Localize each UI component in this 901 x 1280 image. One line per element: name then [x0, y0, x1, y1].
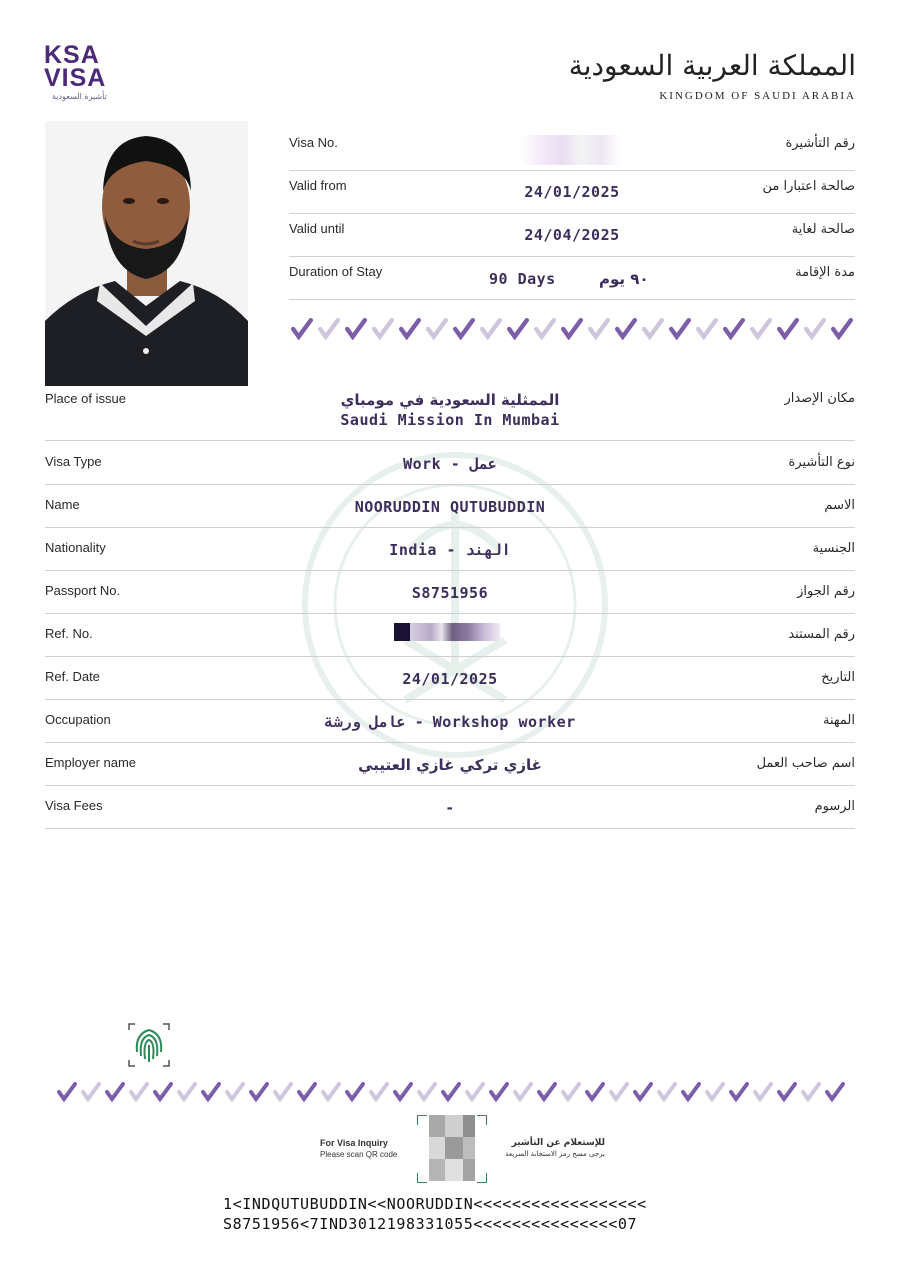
- visa-fees-label-ar: الرسوم: [814, 799, 855, 814]
- checkmark-icon: [465, 1082, 485, 1102]
- visa-inquiry-en: [320, 1138, 397, 1160]
- checkmark-icon: [657, 1082, 677, 1102]
- kingdom-emblem-text: [569, 46, 856, 102]
- checkmark-icon: [321, 1082, 341, 1102]
- passport-value: S8751956: [411, 584, 489, 602]
- valid-until-label: Valid until: [289, 221, 345, 236]
- checkmark-icon: [201, 1082, 221, 1102]
- checkmark-icon: [249, 1082, 269, 1102]
- checkmark-icon: [177, 1082, 197, 1102]
- fingerprint-icon: [127, 1022, 171, 1068]
- passport-label: Passport No.: [45, 583, 121, 598]
- checkmark-icon: [615, 318, 637, 340]
- checkmark-icon: [507, 318, 529, 340]
- occupation-label-ar: المهنة: [823, 713, 855, 728]
- checkmark-icon: [633, 1082, 653, 1102]
- visa-inquiry-subtitle-ar: يرجى مسح رمز الاستجابة السريعة: [505, 1150, 605, 1158]
- checkmark-icon: [801, 1082, 821, 1102]
- ref-date-row: [45, 656, 855, 700]
- checkmark-icon: [753, 1082, 773, 1102]
- checkmark-icon: [129, 1082, 149, 1102]
- checkmark-icon: [561, 318, 583, 340]
- visa-inquiry-title-ar: للإستعلام عن التأشير: [511, 1138, 605, 1148]
- checkmark-icon: [723, 318, 745, 340]
- ref-date-value: 24/01/2025: [402, 670, 498, 688]
- checkmark-icon: [480, 318, 502, 340]
- name-row: [45, 484, 855, 528]
- ksa-visa-logo: [44, 41, 134, 101]
- valid-from-value: 24/01/2025: [524, 183, 620, 201]
- checkmark-icon: [273, 1082, 293, 1102]
- checkmark-icon: [57, 1082, 77, 1102]
- duration-value-ar: ٩٠ يوم: [599, 270, 649, 288]
- qr-code[interactable]: [417, 1115, 487, 1183]
- duration-row: [289, 256, 855, 300]
- name-label-ar: الاسم: [824, 498, 855, 513]
- checkmark-icon: [831, 318, 853, 340]
- ref-date-label-ar: التاريخ: [821, 670, 855, 685]
- mrz-line-1: 1<INDQUTUBUDDIN<<NOORUDDIN<<<<<<<<<<<<<<<<<<: [223, 1195, 647, 1213]
- ref-number-label-ar: رقم المستند: [788, 627, 855, 642]
- name-label: Name: [45, 497, 80, 512]
- checkmark-icon: [153, 1082, 173, 1102]
- logo-line2: VISA: [44, 64, 107, 92]
- checkmark-icon: [417, 1082, 437, 1102]
- duration-value-en: 90 Days: [489, 270, 556, 288]
- valid-until-row: [289, 213, 855, 257]
- checkmark-icon: [825, 1082, 845, 1102]
- nationality-row: [45, 527, 855, 571]
- logo-tagline: تأشيرة السعودية: [52, 92, 107, 101]
- checkmark-icon: [696, 318, 718, 340]
- ref-date-label: Ref. Date: [45, 669, 100, 684]
- checkmark-icon: [777, 318, 799, 340]
- checkmark-icon: [537, 1082, 557, 1102]
- duration-label: Duration of Stay: [289, 264, 383, 279]
- place-of-issue-row: [45, 391, 855, 441]
- employer-value: غازي تركي غازي العتيبي: [358, 756, 542, 774]
- nationality-label: Nationality: [45, 540, 106, 555]
- checkmark-icon: [105, 1082, 125, 1102]
- place-of-issue-label: Place of issue: [45, 391, 126, 406]
- nationality-value: India - الهند: [389, 541, 511, 559]
- checkmark-icon: [561, 1082, 581, 1102]
- visa-type-label: Visa Type: [45, 454, 102, 469]
- checkmark-strip-bottom: [57, 1082, 845, 1106]
- checkmark-icon: [681, 1082, 701, 1102]
- checkmark-icon: [393, 1082, 413, 1102]
- ref-number-label: Ref. No.: [45, 626, 93, 641]
- checkmark-icon: [369, 1082, 389, 1102]
- visa-inquiry-title: For Visa Inquiry: [320, 1138, 388, 1148]
- checkmark-icon: [81, 1082, 101, 1102]
- kingdom-name-english: KINGDOM OF SAUDI ARABIA: [659, 90, 856, 102]
- visa-number-label: Visa No.: [289, 135, 338, 150]
- visa-number-label-ar: رقم التأشيرة: [785, 136, 855, 151]
- checkmark-icon: [642, 318, 664, 340]
- kingdom-name-arabic: المملكة العربية السعودية: [568, 49, 856, 82]
- checkmark-icon: [729, 1082, 749, 1102]
- employer-row: [45, 742, 855, 786]
- occupation-label: Occupation: [45, 712, 111, 727]
- checkmark-icon: [297, 1082, 317, 1102]
- valid-from-row: [289, 170, 855, 214]
- visa-number-row: [289, 127, 855, 171]
- checkmark-icon: [534, 318, 556, 340]
- ref-number-row: [45, 613, 855, 657]
- visa-inquiry-ar: [493, 1138, 605, 1160]
- visa-type-value: Work - عمل: [403, 455, 497, 473]
- checkmark-icon: [345, 1082, 365, 1102]
- checkmark-strip-top: [291, 318, 853, 344]
- checkmark-icon: [750, 318, 772, 340]
- visa-number-redaction: [521, 135, 621, 165]
- place-of-issue-value-en: Saudi Mission In Mumbai: [340, 411, 560, 429]
- checkmark-icon: [453, 318, 475, 340]
- employer-label: Employer name: [45, 755, 137, 770]
- visa-type-label-ar: نوع التأشيرة: [788, 455, 855, 470]
- employer-label-ar: اسم صاحب العمل: [756, 756, 855, 771]
- logo-line1: KSA: [44, 41, 100, 69]
- place-of-issue-label-ar: مكان الإصدار: [784, 391, 855, 406]
- occupation-value: عامل ورشة - Workshop worker: [324, 713, 576, 731]
- checkmark-icon: [804, 318, 826, 340]
- checkmark-icon: [609, 1082, 629, 1102]
- nationality-label-ar: الجنسية: [812, 541, 855, 556]
- checkmark-icon: [225, 1082, 245, 1102]
- valid-from-label-ar: صالحة اعتبارا من: [762, 179, 855, 194]
- occupation-row: [45, 699, 855, 743]
- checkmark-icon: [489, 1082, 509, 1102]
- passport-label-ar: رقم الجواز: [797, 584, 855, 599]
- visa-fees-value: -: [445, 799, 455, 817]
- checkmark-icon: [777, 1082, 797, 1102]
- passport-row: [45, 570, 855, 614]
- place-of-issue-value-ar: الممثلية السعودية في مومباي: [340, 391, 560, 409]
- valid-until-label-ar: صالحة لغاية: [791, 222, 855, 237]
- valid-from-label: Valid from: [289, 178, 347, 193]
- checkmark-icon: [588, 318, 610, 340]
- mrz-line-2: S8751956<7IND3012198331055<<<<<<<<<<<<<<<07: [223, 1215, 638, 1233]
- checkmark-icon: [399, 318, 421, 340]
- duration-label-ar: مدة الإقامة: [795, 265, 855, 280]
- checkmark-icon: [585, 1082, 605, 1102]
- checkmark-icon: [318, 318, 340, 340]
- checkmark-icon: [669, 318, 691, 340]
- checkmark-icon: [513, 1082, 533, 1102]
- visa-fees-row: [45, 785, 855, 829]
- checkmark-icon: [705, 1082, 725, 1102]
- checkmark-icon: [291, 318, 313, 340]
- checkmark-icon: [426, 318, 448, 340]
- ref-number-redaction: [394, 623, 500, 641]
- checkmark-icon: [441, 1082, 461, 1102]
- name-value: NOORUDDIN QUTUBUDDIN: [354, 498, 546, 516]
- valid-until-value: 24/04/2025: [524, 226, 620, 244]
- visa-type-row: [45, 441, 855, 485]
- checkmark-icon: [345, 318, 367, 340]
- visa-inquiry-subtitle: Please scan QR code: [320, 1150, 398, 1159]
- holder-photo: [45, 121, 248, 386]
- visa-fees-label: Visa Fees: [45, 798, 103, 813]
- checkmark-icon: [372, 318, 394, 340]
